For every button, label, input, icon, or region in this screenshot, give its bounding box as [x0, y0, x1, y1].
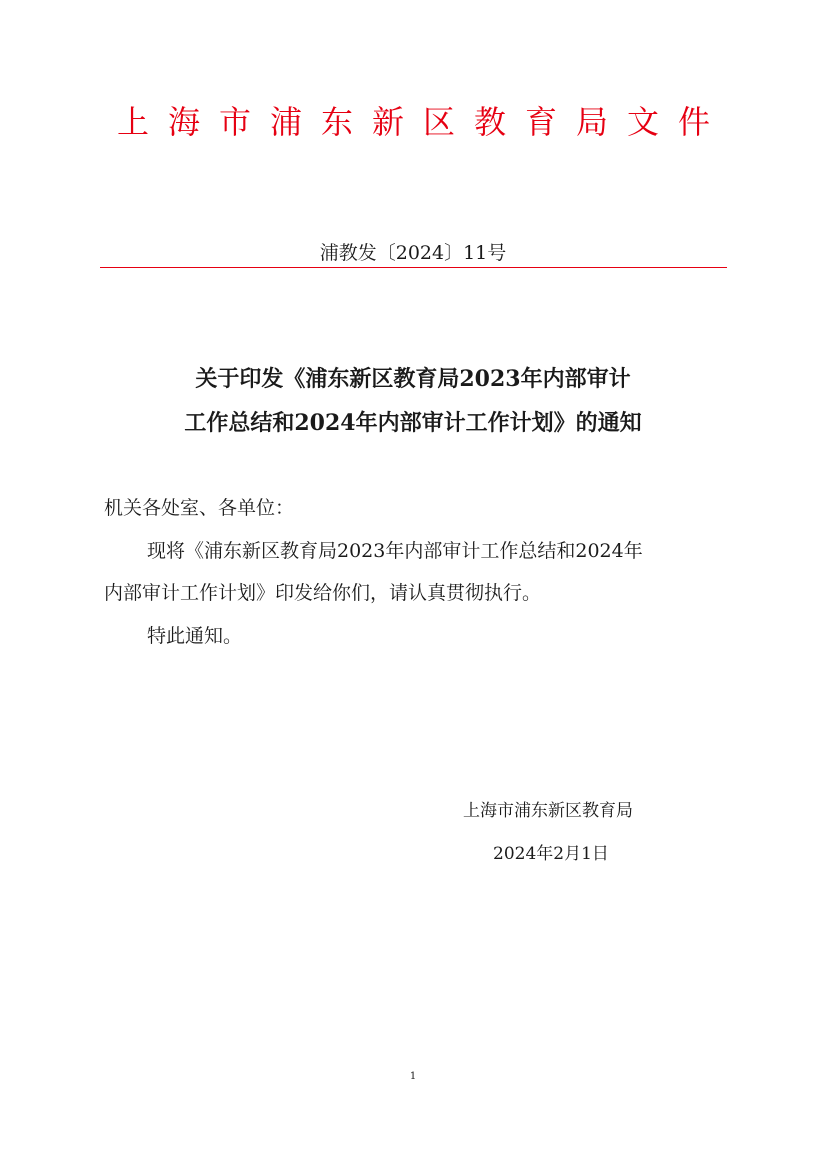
document-number: 浦教发〔2024〕11号: [319, 242, 507, 264]
body-paragraph-2: 特此通知。: [147, 625, 243, 647]
document-header-title: 上海市浦东新区教育局文件: [116, 103, 729, 141]
body-paragraph-1-line-2: 内部审计工作计划》印发给你们，请认真贯彻执行。: [104, 582, 542, 604]
notice-title-line-1: 关于印发《浦东新区教育局2023年内部审计: [195, 366, 631, 392]
signature-date: 2024年2月1日: [493, 844, 609, 864]
header-divider: [100, 267, 727, 268]
notice-title-line-2: 工作总结和2024年内部审计工作计划》的通知: [184, 410, 642, 436]
page-number: 1: [409, 1071, 417, 1082]
body-paragraph-1-line-1: 现将《浦东新区教育局2023年内部审计工作总结和2024年: [147, 540, 643, 562]
signature-issuer: 上海市浦东新区教育局: [463, 801, 633, 821]
salutation: 机关各处室、各单位：: [104, 497, 295, 519]
